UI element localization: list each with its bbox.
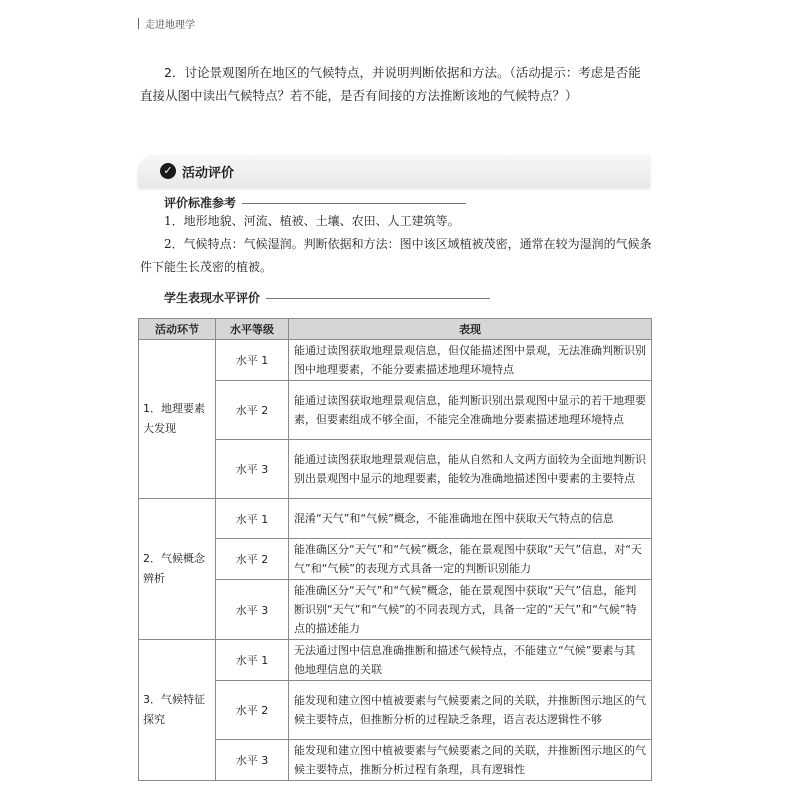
table-row [139, 640, 652, 681]
description-cell: 能通过读图获取地理景观信息，但仅能描述图中景观，无法准确判断识别图中地理要素，不能分要素描述地理环境特点 [289, 340, 652, 381]
description-cell: 能通过读图获取地理景观信息，能从自然和人文两方面较为全面地判断识别出景观图中显示的地理要素，能较为准确地描述图中要素的主要特点 [289, 440, 652, 499]
reference-item: 1．地形地貌、河流、植被、土壤、农田、人工建筑等。 [164, 214, 460, 228]
description-cell: 能准确区分“天气”和“气候”概念，能在景观图中获取“天气”信息，能判断识别“天气”和“气候”的不同表现方式，具备一定的“天气”和“气候”特点的描述能力 [289, 580, 652, 640]
heading-rule [266, 298, 490, 299]
checkmark-icon: ✓ [160, 163, 176, 179]
description-cell: 能发现和建立图中植被要素与气候要素之间的关联，并推断图示地区的气候主要特点，推断分析过程有条理，具有逻辑性 [289, 740, 652, 781]
table-row [139, 440, 652, 499]
level-cell: 水平 2 [216, 539, 289, 580]
description-cell: 能准确区分“天气”和“气候”概念，能在景观图中获取“天气”信息，对“天气”和“气候”的表现方式具备一定的判断识别能力 [289, 539, 652, 580]
reference-heading [164, 194, 466, 211]
heading-rule [242, 203, 466, 204]
running-head-text: 走进地理学 [145, 20, 195, 31]
level-cell: 水平 3 [216, 580, 289, 640]
student-eval-heading-text: 学生表现水平评价 [164, 291, 261, 305]
description-cell: 无法通过图中信息准确推断和描述气候特点，不能建立“气候”要素与其他地理信息的关联 [289, 640, 652, 681]
table-row [139, 340, 652, 381]
description-cell: 能通过读图获取地理景观信息，能判断识别出景观图中显示的若干地理要素，但要素组成不够全面，不能完全准确地分要素描述地理环境特点 [289, 381, 652, 440]
stage-cell: 1．地理要素大发现 [139, 340, 216, 499]
level-cell: 水平 1 [216, 499, 289, 539]
question-text: 2．讨论景观图所在地区的气候特点，并说明判断依据和方法。（活动提示：考虑是否能直接从图中读出气候特点？若不能，是否有间接的方法推断该地的气候特点？） [140, 65, 641, 103]
reference-item: 2．气候特点：气候湿润。判断依据和方法：图中该区域植被茂密，通常在较为湿润的气候条件下能生长茂密的植被。 [140, 237, 652, 274]
table-row [139, 681, 652, 740]
description-cell: 混淆“天气”和“气候”概念，不能准确地在图中获取天气特点的信息 [289, 499, 652, 539]
table-row [139, 539, 652, 580]
table-row [139, 381, 652, 440]
stage-cell: 2．气候概念辨析 [139, 499, 216, 640]
section-banner [138, 155, 650, 187]
level-cell: 水平 3 [216, 740, 289, 781]
stage-cell: 3．气候特征探究 [139, 640, 216, 781]
evaluation-table [138, 318, 652, 781]
student-eval-heading [164, 289, 490, 306]
table-row [139, 580, 652, 640]
column-header: 水平等级 [216, 319, 289, 340]
table-row [139, 499, 652, 539]
level-cell: 水平 1 [216, 640, 289, 681]
reference-heading-text: 评价标准参考 [164, 196, 237, 210]
column-header: 表现 [289, 319, 652, 340]
running-head-divider [138, 18, 139, 29]
table-header-row [139, 319, 652, 340]
table-row [139, 740, 652, 781]
level-cell: 水平 1 [216, 340, 289, 381]
running-head [138, 16, 195, 31]
column-header: 活动环节 [139, 319, 216, 340]
level-cell: 水平 2 [216, 381, 289, 440]
level-cell: 水平 2 [216, 681, 289, 740]
section-title: 活动评价 [182, 166, 235, 181]
description-cell: 能发现和建立图中植被要素与气候要素之间的关联，并推断图示地区的气候主要特点，但推断分析的过程缺乏条理，语言表达逻辑性不够 [289, 681, 652, 740]
level-cell: 水平 3 [216, 440, 289, 499]
